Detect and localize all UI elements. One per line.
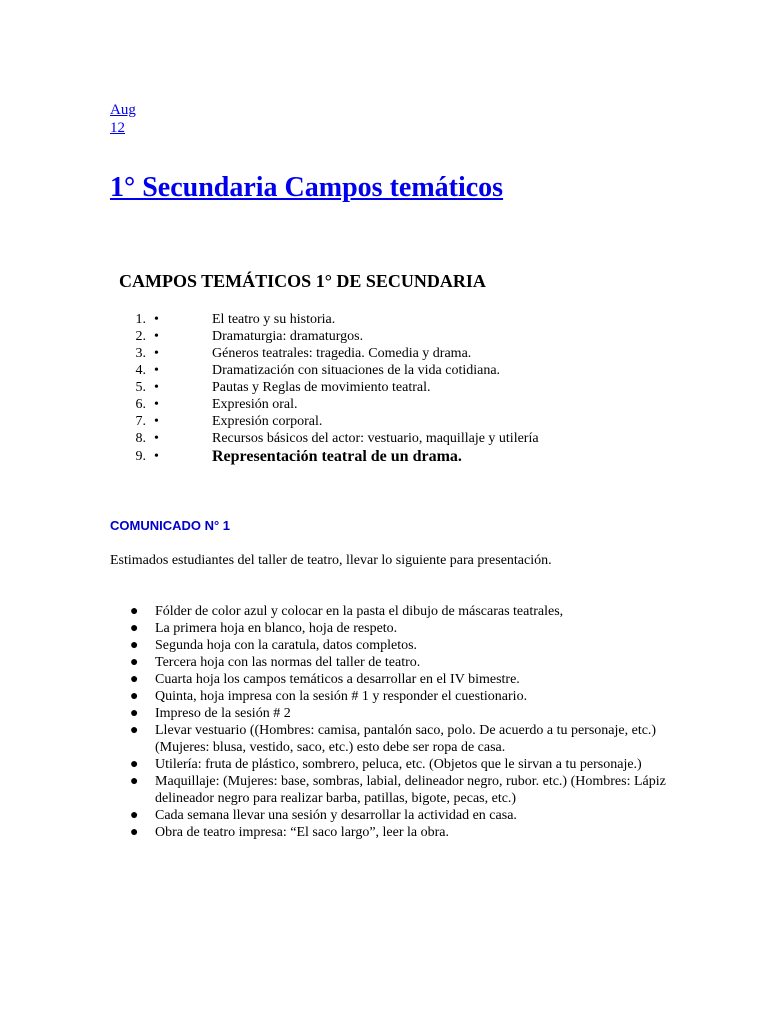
bullet-icon: • — [154, 380, 159, 395]
list-item — [110, 311, 539, 328]
bullet-icon: ● — [130, 825, 139, 840]
bullet-icon: ● — [130, 706, 139, 721]
item-text: Maquillaje: (Mujeres: base, sombras, labial, delineador negro, rubor. etc.) (Hombres: Lápiz delineador negro para realizar barba, patillas, bigote, pecas, etc.) — [155, 774, 666, 806]
item-text: Cuarta hoja los campos temáticos a desarrollar en el IV bimestre. — [155, 672, 520, 687]
bullet-icon: ● — [130, 621, 139, 636]
item-text: Tercera hoja con las normas del taller de teatro. — [155, 655, 421, 670]
list-item — [110, 637, 670, 654]
requirements-list — [110, 603, 670, 841]
bullet-icon: ● — [130, 604, 139, 619]
item-text: Expresión oral. — [212, 397, 298, 412]
list-item — [110, 413, 539, 430]
list-item — [110, 705, 670, 722]
list-item — [110, 345, 539, 362]
bullet-icon: ● — [130, 757, 139, 772]
list-item — [110, 688, 670, 705]
list-item — [110, 824, 670, 841]
item-text: El teatro y su historia. — [212, 312, 336, 327]
list-item — [110, 447, 539, 467]
section-heading: CAMPOS TEMÁTICOS 1° DE SECUNDARIA — [119, 271, 486, 291]
comunicado-heading: COMUNICADO N° 1 — [110, 518, 231, 533]
list-item — [110, 807, 670, 824]
item-text: Utilería: fruta de plástico, sombrero, peluca, etc. (Objetos que le sirvan a tu personaje.) — [155, 757, 642, 772]
date-month-link[interactable]: Aug — [110, 102, 136, 118]
bullet-icon: ● — [130, 655, 139, 670]
item-number: 1. — [135, 312, 146, 327]
post-date — [110, 101, 136, 137]
bullet-icon: • — [154, 431, 159, 446]
bullet-icon: • — [154, 414, 159, 429]
bullet-icon: ● — [130, 638, 139, 653]
item-text: Recursos básicos del actor: vestuario, maquillaje y utilería — [212, 431, 539, 446]
list-item — [110, 756, 670, 773]
bullet-icon: ● — [130, 808, 139, 823]
item-text: Dramaturgia: dramaturgos. — [212, 329, 364, 344]
item-text: Expresión corporal. — [212, 414, 323, 429]
post-title — [110, 170, 503, 206]
bullet-icon: • — [154, 397, 159, 412]
item-text: Pautas y Reglas de movimiento teatral. — [212, 380, 431, 395]
item-text: Impreso de la sesión # 2 — [155, 706, 291, 721]
list-item — [110, 722, 670, 756]
list-item — [110, 379, 539, 396]
list-item — [110, 328, 539, 345]
item-text: Dramatización con situaciones de la vida cotidiana. — [212, 363, 501, 378]
bullet-icon: ● — [130, 774, 139, 789]
item-text: Obra de teatro impresa: “El saco largo”, leer la obra. — [155, 825, 449, 840]
item-text: Segunda hoja con la caratula, datos completos. — [155, 638, 418, 653]
bullet-icon: • — [154, 329, 159, 344]
bullet-icon: • — [154, 312, 159, 327]
item-number: 8. — [135, 431, 146, 446]
item-number: 3. — [135, 346, 146, 361]
list-item — [110, 396, 539, 413]
bullet-icon: • — [154, 363, 159, 378]
comunicado-intro: Estimados estudiantes del taller de teatro, llevar lo siguiente para presentación. — [110, 553, 552, 568]
item-number: 9. — [135, 449, 146, 464]
item-text: Géneros teatrales: tragedia. Comedia y drama. — [212, 346, 472, 361]
item-text: Quinta, hoja impresa con la sesión # 1 y responder el cuestionario. — [155, 689, 528, 704]
bullet-icon: • — [154, 346, 159, 361]
bullet-icon: ● — [130, 672, 139, 687]
topics-list — [110, 311, 539, 467]
date-day-link[interactable]: 12 — [110, 120, 125, 136]
bullet-icon: • — [154, 449, 159, 464]
item-text: Representación teatral de un drama. — [212, 448, 462, 465]
list-item — [110, 603, 670, 620]
item-text: Cada semana llevar una sesión y desarrollar la actividad en casa. — [155, 808, 517, 823]
bullet-icon: ● — [130, 723, 139, 738]
list-item — [110, 430, 539, 447]
list-item — [110, 654, 670, 671]
post-title-link[interactable]: 1° Secundaria Campos temáticos — [110, 172, 504, 203]
list-item — [110, 620, 670, 637]
item-text: Fólder de color azul y colocar en la pasta el dibujo de máscaras teatrales, — [155, 604, 564, 619]
list-item — [110, 773, 670, 807]
item-number: 7. — [135, 414, 146, 429]
item-text: La primera hoja en blanco, hoja de respeto. — [155, 621, 398, 636]
item-number: 5. — [135, 380, 146, 395]
item-number: 4. — [135, 363, 146, 378]
bullet-icon: ● — [130, 689, 139, 704]
list-item — [110, 362, 539, 379]
item-text: Llevar vestuario ((Hombres: camisa, pantalón saco, polo. De acuerdo a tu personaje, etc.) (Mujeres: blusa, vestido, saco, etc.) esto debe ser ropa de casa. — [155, 723, 657, 755]
list-item — [110, 671, 670, 688]
item-number: 2. — [135, 329, 146, 344]
item-number: 6. — [135, 397, 146, 412]
